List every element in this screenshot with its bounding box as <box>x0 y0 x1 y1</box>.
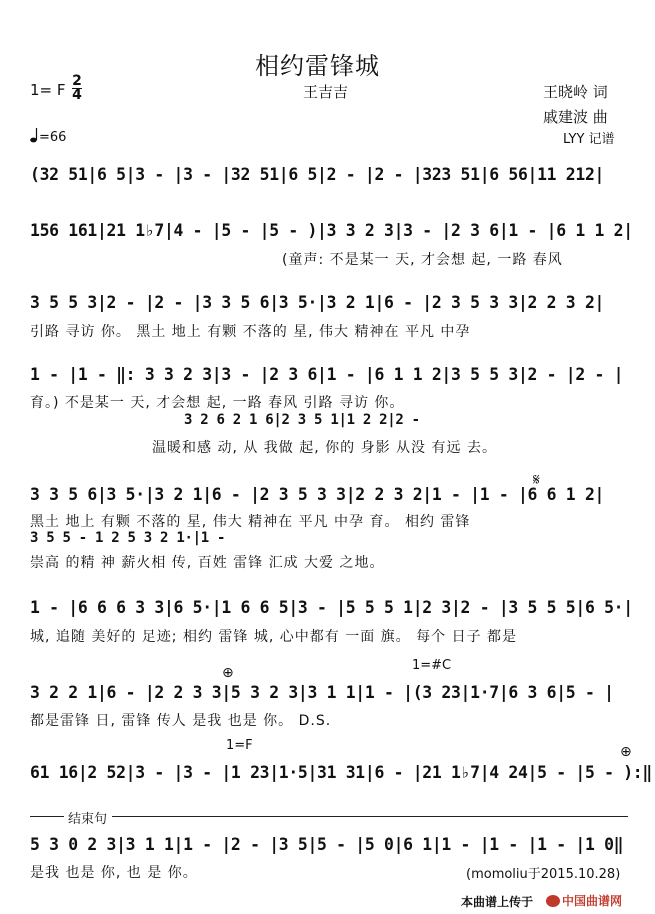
lyricist: 王晓岭 词 <box>543 83 608 101</box>
page-title: 相约雷锋城 <box>255 52 380 80</box>
quarter-note-icon <box>30 128 39 147</box>
singer: 王吉吉 <box>303 83 349 101</box>
lyrics-row-4: 育。) 不是某一 天, 才会想 起, 一路 春风 引路 寻访 你。 <box>30 395 405 411</box>
coda-icon-end: ⊕ <box>620 744 632 760</box>
lyrics-row-3: 引路 寻访 你。 黑土 地上 有颗 不落的 星, 伟大 精神在 平凡 中孕 <box>30 324 471 340</box>
score-row-5: 3 3 5 6|3 5·|3 2 1|6 - |2 3 5 3 3|2 2 3 2|1 - |1 - |6 6 1 2| <box>30 485 605 504</box>
harmony-row-5: 3 5 5 - 1 2 5 3 2 1·|1 - <box>30 530 226 546</box>
transcription-signature: (momoliu于2015.10.28) <box>466 867 621 882</box>
score-row-1: (32 51|6 5|3 - |3 - |32 51|6 5|2 - |2 - |323 51|6 56|11 212| <box>30 165 605 184</box>
transcriber: LYY 记谱 <box>563 132 615 147</box>
ending-label: 结束句 <box>66 808 109 827</box>
key-change-csharp: 1=#C <box>412 658 452 673</box>
lyrics-row-7: 都是雷锋 日, 雷锋 传人 是我 也是 你。 D.S. <box>30 713 332 729</box>
site-logo-icon <box>546 895 560 907</box>
upload-text: 本曲谱上传于 <box>461 895 534 909</box>
score-row-2: 156 161|21 1♭7|4 - |5 - |5 - )|3 3 2 3|3 - |2 3 6|1 - |6 1 1 2| <box>30 221 633 240</box>
harmony-lyrics-row-4: 温暖和感 动, 从 我做 起, 你的 身影 从没 有远 去。 <box>152 440 497 456</box>
site-logo: 中国曲谱网 <box>546 892 622 909</box>
lyrics-row-5: 黑土 地上 有颗 不落的 星, 伟大 精神在 平凡 中孕 育。 相约 雷锋 <box>30 514 471 530</box>
composer: 戚建波 曲 <box>543 108 608 126</box>
score-row-6: 1 - |6 6 6 3 3|6 5·|1 6 6 5|3 - |5 5 5 1|2 3|2 - |3 5 5 5|6 5·| <box>30 598 633 617</box>
score-row-7: 3 2 2 1|6 - |2 2 3 3|5 3 2 3|3 1 1|1 - |(3 23|1·7|6 3 6|5 - | <box>30 683 614 702</box>
time-signature: 2 4 <box>72 73 82 103</box>
key-change-f: 1=F <box>226 738 253 753</box>
score-row-3: 3 5 5 3|2 - |2 - |3 3 5 6|3 5·|3 2 1|6 - |2 3 5 3 3|2 2 3 2| <box>30 293 605 312</box>
score-row-8: 61 16|2 52|3 - |3 - |1 23|1·5|31 31|6 - |21 1♭7|4 24|5 - |5 - ):‖ <box>30 763 652 782</box>
tempo-marking: =66 <box>30 128 66 147</box>
coda-icon: ⊕ <box>222 665 234 681</box>
harmony-lyrics-row-5: 崇高 的精 神 薪火相 传, 百姓 雷锋 汇成 大爱 之地。 <box>30 555 385 571</box>
segno-icon: 𝄋 <box>533 470 540 489</box>
lyrics-row-2: (童声: 不是某一 天, 才会想 起, 一路 春风 <box>282 252 563 268</box>
lyrics-row-9: 是我 也是 你, 也 是 你。 <box>30 865 198 881</box>
key-signature: 1= F <box>30 81 66 99</box>
score-row-4: 1 - |1 - ‖: 3 3 2 3|3 - |2 3 6|1 - |6 1 1 2|3 5 5 3|2 - |2 - | <box>30 365 624 384</box>
harmony-row-4: 3 2 6 2 1 6|2 3 5 1|1 2 2|2 - <box>184 412 420 428</box>
score-row-9: 5 3 0 2 3|3 1 1|1 - |2 - |3 5|5 - |5 0|6 1|1 - |1 - |1 - |1 0‖ <box>30 835 624 854</box>
lyrics-row-6: 城, 追随 美好的 足迹; 相约 雷锋 城, 心中都有 一面 旗。 每个 日子 都是 <box>30 629 518 645</box>
